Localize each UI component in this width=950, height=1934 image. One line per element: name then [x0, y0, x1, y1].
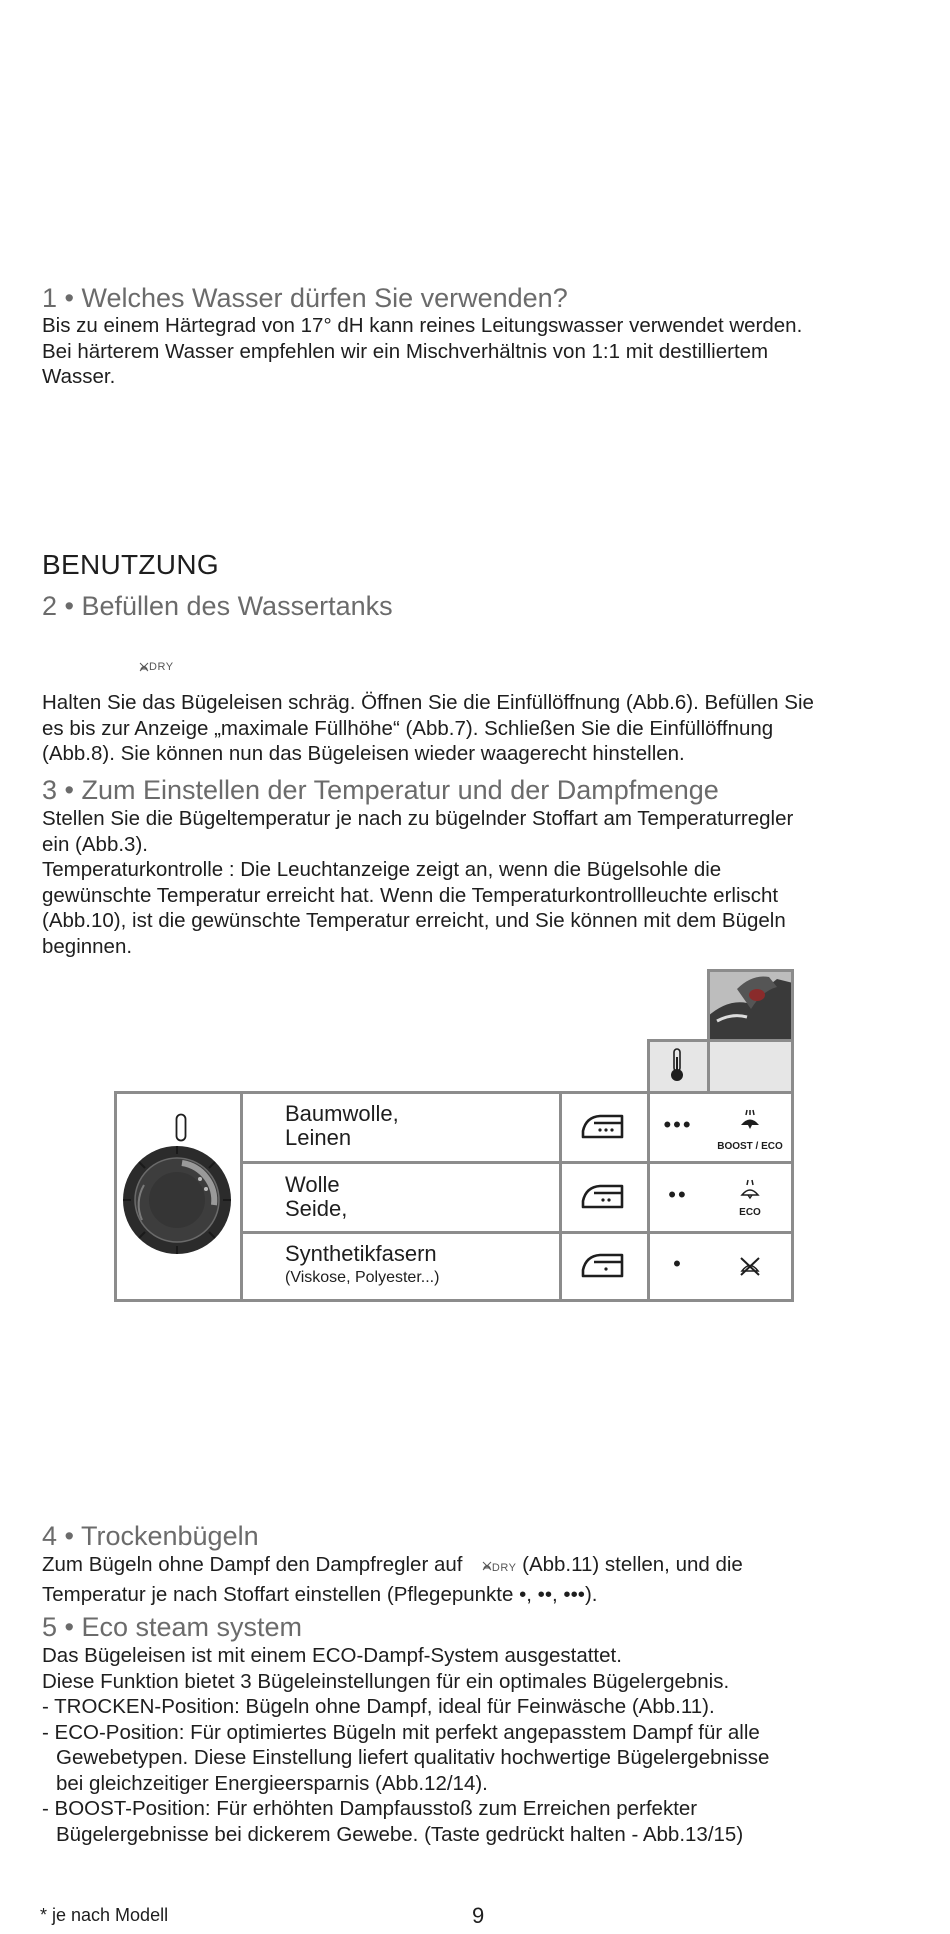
thermometer-icon	[667, 1047, 687, 1083]
dry-label: DRY	[149, 661, 174, 673]
text-fragment: Zum Bügeln ohne Dampf den Dampfregler auf	[42, 1553, 463, 1576]
section-3-heading: 3 • Zum Einstellen der Temperatur und der Dampfmenge	[42, 775, 719, 805]
no-steam-icon	[737, 1254, 763, 1278]
eco-steam-icon	[738, 1178, 762, 1202]
text-line: - BOOST-Position: Für erhöhten Dampfausstoß zum Erreichen perfekter	[42, 1797, 698, 1820]
text-line: bei gleichzeitiger Energieersparnis (Abb.12/14).	[56, 1771, 488, 1795]
fabric-name: Synthetikfasern	[285, 1241, 437, 1266]
table-border	[114, 1299, 794, 1302]
boost-steam-icon	[738, 1108, 762, 1132]
table-border	[707, 969, 793, 972]
text-line: Gewebetypen. Diese Einstellung liefert qualitativ hochwertige Bügelergebnisse	[56, 1746, 770, 1769]
text-line: Wasser.	[42, 365, 116, 388]
section-5-text	[42, 1643, 769, 1847]
fabric-cotton	[285, 1102, 399, 1150]
section-2-heading: 2 • Befüllen des Wassertanks	[42, 591, 393, 621]
table-border	[647, 1039, 793, 1042]
text-line: Stellen Sie die Bügeltemperatur je nach zu bügelnder Stoffart am Temperaturregler	[42, 807, 794, 830]
fabric-name: Leinen	[285, 1125, 352, 1150]
table-border	[240, 1161, 794, 1164]
table-border	[791, 969, 794, 1302]
text-line: (Abb.8). Sie können nun das Bügeleisen wieder waagerecht hinstellen.	[42, 742, 685, 765]
fabric-synthetic	[285, 1242, 439, 1290]
iron-photo	[707, 969, 793, 1039]
text-line: es bis zur Anzeige „maximale Füllhöhe“ (Abb.7). Schließen Sie die Einfüllöffnung	[42, 716, 774, 740]
text-line: Halten Sie das Bügeleisen schräg. Öffnen Sie die Einfüllöffnung (Abb.6). Befüllen Sie	[42, 691, 814, 714]
section-5-heading: 5 • Eco steam system	[42, 1612, 303, 1642]
table-border	[114, 1091, 794, 1094]
table-border	[707, 969, 710, 1093]
section-4-heading: 4 • Trockenbügeln	[42, 1521, 259, 1551]
text-line: beginnen.	[42, 934, 133, 958]
fabric-examples: (Viskose, Polyester...)	[285, 1269, 440, 1286]
text-line: Bis zu einem Härtegrad von 17° dH kann reines Leitungswasser verwendet werden.	[42, 314, 803, 337]
fabric-wool	[285, 1173, 347, 1221]
no-steam-icon	[482, 1561, 492, 1571]
text-line: Bei härterem Wasser empfehlen wir ein Mischverhältnis von 1:1 mit destilliertem	[42, 339, 769, 363]
text-fragment: (Abb.11) stellen, und die	[522, 1553, 743, 1576]
iron-three-dots-icon	[580, 1111, 626, 1141]
care-dots: •••	[663, 1112, 693, 1137]
text-line: Das Bügeleisen ist mit einem ECO-Dampf-System ausgestattet.	[42, 1644, 622, 1667]
care-dots: •	[673, 1251, 683, 1276]
chapter-heading: BENUTZUNG	[42, 549, 219, 580]
iron-one-dot-icon	[580, 1250, 626, 1280]
iron-two-dots-icon	[580, 1181, 626, 1211]
indicator-light-icon	[175, 1113, 187, 1143]
text-line: (Abb.10), ist die gewünschte Temperatur erreicht, und Sie können mit dem Bügeln	[42, 909, 786, 932]
text-line: - ECO-Position: Für optimiertes Bügeln mit perfekt angepasstem Dampf für alle	[42, 1720, 760, 1744]
steam-mode-label: ECO	[739, 1207, 761, 1218]
text-line: Diese Funktion bietet 3 Bügeleinstellungen für ein optimales Bügelergebnis.	[42, 1669, 730, 1693]
text-line: Bügelergebnisse bei dickerem Gewebe. (Taste gedrückt halten - Abb.13/15)	[56, 1822, 744, 1846]
fabric-name: Wolle	[285, 1172, 340, 1197]
fabric-name: Baumwolle,	[285, 1101, 399, 1126]
text-line: Temperaturkontrolle : Die Leuchtanzeige zeigt an, wenn die Bügelsohle die	[42, 858, 722, 881]
temperature-dial-icon	[122, 1145, 232, 1255]
section-1-heading: 1 • Welches Wasser dürfen Sie verwenden?	[42, 283, 568, 313]
page-number: 9	[472, 1903, 485, 1928]
steam-mode-label: BOOST / ECO	[717, 1141, 783, 1152]
text-line: - TROCKEN-Position: Bügeln ohne Dampf, ideal für Feinwäsche (Abb.11).	[42, 1695, 715, 1718]
dry-label: DRY	[491, 1562, 517, 1574]
text-line: gewünschte Temperatur erreicht hat. Wenn die Temperaturkontrollleuchte erlischt	[42, 883, 779, 907]
text-line: Temperatur je nach Stoffart einstellen (Pflegepunkte •, ••, •••).	[42, 1582, 598, 1606]
steam-header	[707, 1041, 793, 1091]
table-border	[240, 1231, 794, 1234]
table-border	[240, 1091, 243, 1302]
section-4-text	[42, 1552, 743, 1607]
footnote: * je nach Modell	[40, 1905, 169, 1925]
table-border	[114, 1091, 117, 1302]
text-line: ein (Abb.3).	[42, 832, 148, 856]
care-dots: ••	[668, 1182, 688, 1207]
fabric-name: Seide,	[285, 1196, 348, 1221]
text-line	[42, 1552, 743, 1582]
table-border	[559, 1091, 562, 1302]
